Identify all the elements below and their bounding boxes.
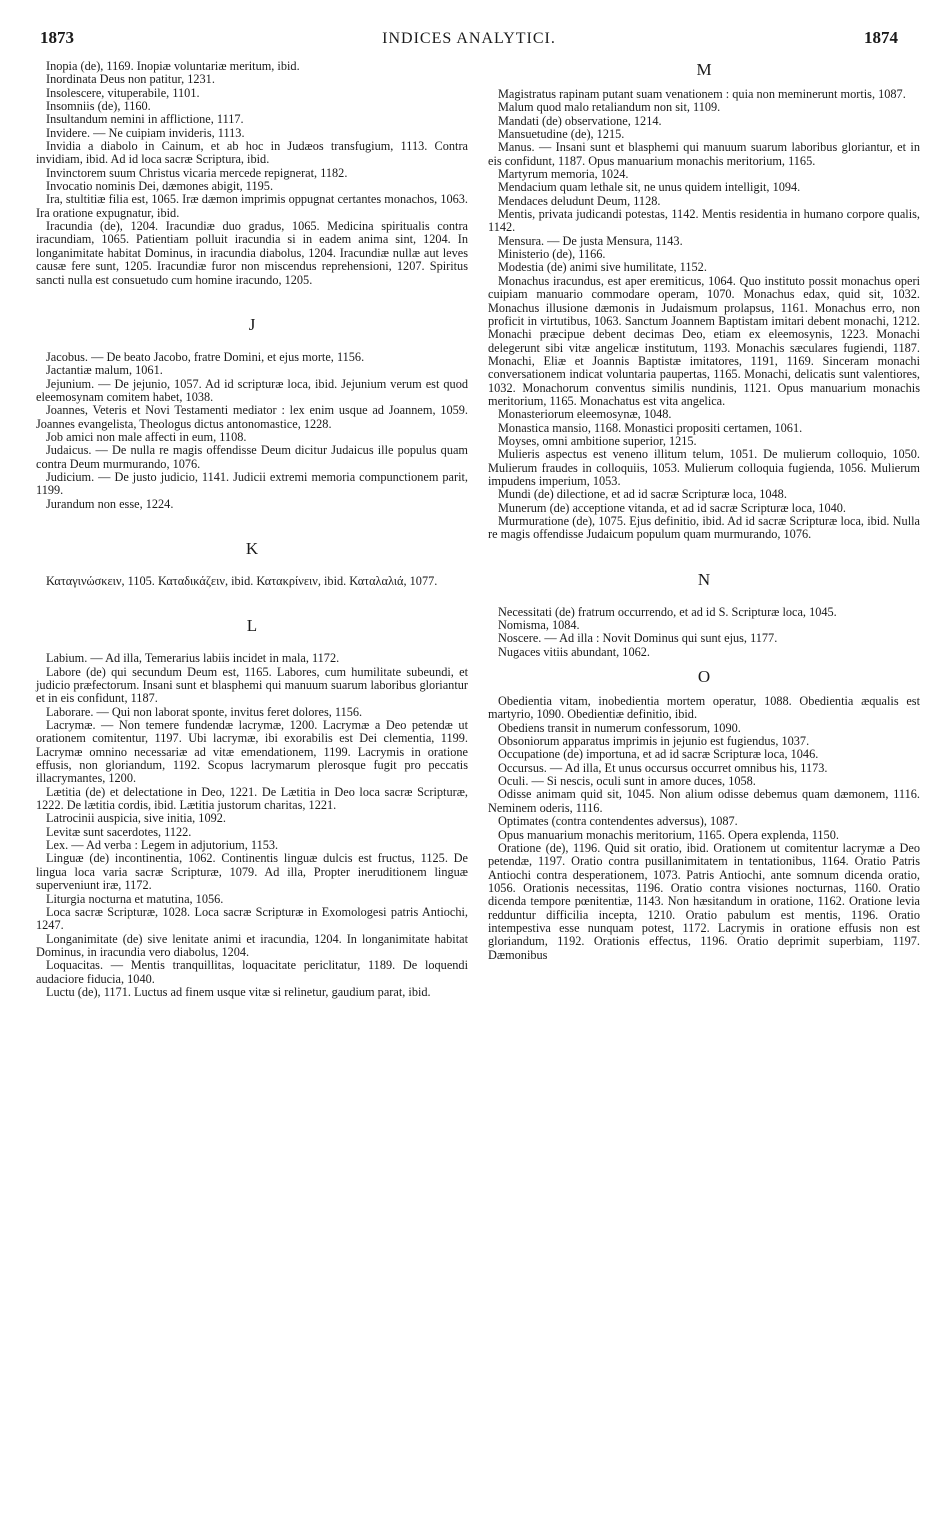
index-entry: Occupatione (de) importuna, et ad id sacræ Scripturæ loca, 1046. [498,747,819,762]
index-entry: Optimates (contra contendentes adversus), 1087. [498,814,738,829]
section-m [488,88,920,542]
index-entry: Labium. — Ad illa, Temerarius labiis incidet in mala, 1172. [46,651,340,666]
section-letter-o: O [697,667,711,687]
index-entry: Necessitati (de) fratrum occurrendo, et ad id S. Scripturæ loca, 1045. [498,604,837,619]
index-entry: Martyrum memoria, 1024. [498,167,629,182]
page-number-right: 1874 [864,28,898,47]
index-entry: Job amici non male affecti in eum, 1108. [46,429,247,444]
index-entry: Labore (de) qui secundum Deum est, 1165. Labores, cum humilitate subeundi, et judicio præfectorum. Insani sunt et blasphemi qui manuum suarum laboribus gloriantur et in eis confidunt, 1187. [36,664,468,706]
index-entry: Obsoniorum apparatus imprimis in jejunio est fugiendus, 1037. [498,734,810,749]
index-entry: Ministerio (de), 1166. [498,247,606,262]
index-entry: Καταγινώσκειν, 1105. Καταδικάζειν, ibid. Κατακρίνειν, ibid. Καταλαλιά, 1077. [46,573,438,588]
section-letter-n: N [697,569,711,589]
index-entry: Nomisma, 1084. [498,618,580,633]
index-entry: Monachus iracundus, est aper eremiticus, 1064. Quo instituto possit monachus operi cuipiam manuario commodare operam, 1070. Monachus edax, quid sit, 1032. Monachus illusione dæmonis in Judaismum prolapsus, 1161. Monachus erro, non proficit in virtutibus, 1063. Sanctum Joannem Baptistam imitari debent monachi, 1212. Monachi præcipue debent decimas Deo, etiam ex eleemosynis, 1223. Monachi delegerunt sibi vitæ angelicæ institutum, 1193. Monachis sæculares fugiendi, 1187. Monachi, Eliæ et Joannis Baptistæ imitatores, 1191, 1169. Sinceram monachi conversationem indicat voluntaria paupertas, 1165. Monachi, delicatis sunt valentiores, 1032. Monachorum conventus similis nundinis, 1121. Opus manuarium monachis meritorium, 1165. Monachatus est vita angelica. [488,273,920,408]
section-letter-l: L [246,616,258,636]
index-entry: Obediens transit in numerum confessorum, 1090. [498,720,741,735]
index-entry: Inordinata Deus non patitur, 1231. [46,72,215,87]
index-entry: Noscere. — Ad illa : Novit Dominus qui sunt ejus, 1177. [498,631,778,646]
index-entry: Luctu (de), 1171. Luctus ad finem usque vitæ si relinetur, gaudium parat, ibid. [46,984,431,999]
index-entry: Monasteriorum eleemosynæ, 1048. [498,407,672,422]
index-entry: Mundi (de) dilectione, et ad id sacræ Scripturæ loca, 1048. [498,487,787,502]
section-letter-k: K [245,538,259,558]
page-number-left: 1873 [40,28,74,47]
index-entry: Lætitia (de) et delectatione in Deo, 1221. De Lætitia in Deo loca sacræ Scripturæ, 1222. De lætitia cordis, ibid. Lætitia justorum charitas, 1221. [36,784,468,813]
index-entry: Magistratus rapinam putant suam venationem : quia non meminerunt mortis, 1087. [498,87,906,101]
index-entry: Odisse animam quid sit, 1045. Non alium odisse debemus quam dæmonem, 1116. Neminem oderis, 1116. [488,787,920,815]
left-column [36,60,468,999]
section-o [488,695,920,962]
index-entry: Jurandum non esse, 1224. [46,496,174,511]
index-entry: Ira, stultitiæ filia est, 1065. Iræ dæmon imprimis oppugnat certantes monachos, 1063. Ira oratione expugnatur, ibid. [36,192,468,220]
index-entry: Oculi. — Si nescis, oculi sunt in amore duces, 1058. [498,774,756,789]
right-column [488,60,920,962]
index-entry: Murmuratione (de), 1075. Ejus definitio, ibid. Ad id sacræ Scripturæ loca, ibid. Nulla re magis offendisse Judaicum populum quam murmurando, 1076. [488,514,920,542]
index-entry: Judicium. — De justo judicio, 1141. Judicii extremi memoria compunctionem parit, 1199. [36,469,468,498]
index-entry: Lacrymæ. — Non temere fundendæ lacrymæ, 1200. Lacrymæ a Deo petendæ ut orationem comitentur, 1197. Ubi lacrymæ, ibi exorabilis est Dei clementia, 1199. Lacrymæ omnino necessariæ ad vitæ emendationem, 1199. Lacrymis in oratione effusis, non gloriandum, 1192. Scopus lacrymarum plerosque fugit pro peccatis illacrymantes, 1200. [36,718,468,786]
index-entry: Mendacium quam lethale sit, ne unus quidem intelligit, 1094. [498,180,801,195]
index-entry: Judaicus. — De nulla re magis offendisse Deum dicitur Judaicus ille populus quam contra Deum murmurando, 1076. [36,443,468,471]
index-entry: Loca sacræ Scripturæ, 1028. Loca sacræ Scripturæ in Exomologesi patris Antiochi, 1247. [36,904,468,933]
index-entry: Mentis, privata judicandi potestas, 1142. Mentis residentia in humano corpore qualis, 1142. [488,207,920,235]
index-entry: Moyses, omni ambitione superior, 1215. [498,433,697,448]
index-entry: Linguæ (de) incontinentia, 1062. Continentis linguæ dulcis est fructus, 1125. De lingua loca varia sacræ Scripturæ, 1079. Ad illa, Propter ineruditionem linguæ superveniunt iræ, 1172. [36,851,468,893]
index-entry: Nugaces vitiis abundant, 1062. [498,644,650,659]
index-entry: Longanimitate (de) sive lenitate animi et iracundia, 1204. In longanimitate habitat Dominus, in iracundia vero diabolus, 1204. [36,931,468,959]
index-entry: Malum quod malo retaliandum non sit, 1109. [498,100,721,115]
index-entry: Liturgia nocturna et matutina, 1056. [46,891,224,906]
index-entry: Jejunium. — De jejunio, 1057. Ad id scripturæ loca, ibid. Jejunium verum est quod eleemosynam comitem habet, 1038. [36,376,468,404]
section-letter-j: J [248,314,256,334]
index-entry: Invocatio nominis Dei, dæmones abigit, 1195. [46,179,274,194]
index-entry: Insultandum nemini in afflictione, 1117. [46,112,244,127]
section-k [36,575,468,588]
section-letter-m: M [696,60,712,79]
index-entry: Inopia (de), 1169. Inopiæ voluntariæ meritum, ibid. [46,59,300,73]
index-entry: Iracundia (de), 1204. Iracundiæ duo gradus, 1065. Medicina spiritualis contra iracundiam, 1065. Patientiam polluit iracundia si in eadem anima sint, 1204. In longanimitate habitat Dominus, in iracundia diabolus, 1204. Iracundiæ nullæ aut leves causæ fere sunt, 1205. Iracundiæ furor non miscendus reprehensioni, 1207. Spiritus sancti nulla est consuetudo cum homine iracundo, 1205. [36,219,468,287]
index-entry: Loquacitas. — Mentis tranquillitas, loquacitate periclitatur, 1189. De loquendi audaciore fiducia, 1040. [36,958,468,986]
index-entry: Mansuetudine (de), 1215. [498,127,625,142]
index-entry: Levitæ sunt sacerdotes, 1122. [46,824,192,839]
index-entry: Jacobus. — De beato Jacobo, fratre Domini, et ejus morte, 1156. [46,349,365,364]
index-entry: Manus. — Insani sunt et blasphemi qui manuum suarum laboribus gloriantur, et in eis confidunt, 1187. Opus manuarium monachis meritorium, 1165. [488,140,920,168]
index-entry: Modestia (de) animi sive humilitate, 1152. [498,260,707,275]
index-entry: Lex. — Ad verba : Legem in adjutorium, 1153. [46,838,279,853]
index-entry: Mandati (de) observatione, 1214. [498,113,662,128]
section-i [36,60,468,287]
index-entry: Laborare. — Qui non laborat sponte, invitus feret dolores, 1156. [46,704,363,719]
index-entry: Occursus. — Ad illa, Et unus occursus occurret omnibus his, 1173. [498,760,828,775]
index-entry: Mendaces deludunt Deum, 1128. [498,193,661,208]
index-entry: Invidere. — Ne cuipiam invideris, 1113. [46,125,245,140]
index-entry: Invidia a diabolo in Cainum, et ab hoc in Judæos transfugium, 1113. Contra invidiam, ibid. Ad id loca sacræ Scriptura, ibid. [36,139,468,167]
index-entry: Mensura. — De justa Mensura, 1143. [498,233,683,248]
index-entry: Jactantiæ malum, 1061. [46,363,163,378]
index-entry: Insolescere, vituperabile, 1101. [46,85,200,100]
index-entry: Mulieris aspectus est veneno illitum telum, 1051. De mulierum colloquio, 1050. Mulierum fraudes in colloquiis, 1053. Mulierum colloquia fugienda, 1056. Mulierum impudens imperium, 1053. [488,447,920,488]
index-entry: Invinctorem suum Christus vicaria mercede repignerat, 1182. [46,165,348,180]
running-title: INDICES ANALYTICI. [382,30,556,47]
index-entry: Munerum (de) acceptione vitanda, et ad id sacræ Scripturæ loca, 1040. [498,500,846,515]
index-entry: Joannes, Veteris et Novi Testamenti mediator : lex enim usque ad Joannem, 1059. Joannes evangelista, Theologus dictus antonomastice, 1228. [36,403,468,431]
section-l [36,652,468,999]
index-entry: Opus manuarium monachis meritorium, 1165. Opera explenda, 1150. [498,827,839,842]
section-j [36,351,468,511]
index-entry: Insomniis (de), 1160. [46,99,151,114]
section-n [488,606,920,659]
index-entry: Monastica mansio, 1168. Monastici propositi certamen, 1061. [498,420,803,435]
index-entry: Oratione (de), 1196. Quid sit oratio, ibid. Orationem ut comitentur lacrymæ a Deo petendæ, 1197. Oratio contra pusillanimitatem in tentationibus, 1164. Oratio Patris Antiochi contra desperationem, 1073. Patris Antiochi, ante somnum dicenda oratio, 1056. Orationis necessitas, 1196. Oratio contra visiones nocturnas, 1160. Oratio dicenda tempore pœnitentiæ, 1143. Non hæsitandum in oratione, 1162. Oratione levia redduntur difficilia incepta, 1210. Oratio pabulum est mentis, 1196. Oratio intempestiva esse nunquam potest, 1172. Lacrymis in oratione effusis non est gloriandum, 1192. Orationis effectus, 1196. Oratio deprimit superbiam, 1197. Dæmonibus [488,840,920,962]
index-entry: Obedientia vitam, inobedientia mortem operatur, 1088. Obedientia æqualis est martyrio, 1090. Obedientiæ definitio, ibid. [488,694,920,722]
index-entry: Latrocinii auspicia, sive initia, 1092. [46,811,226,826]
running-header [40,28,898,54]
